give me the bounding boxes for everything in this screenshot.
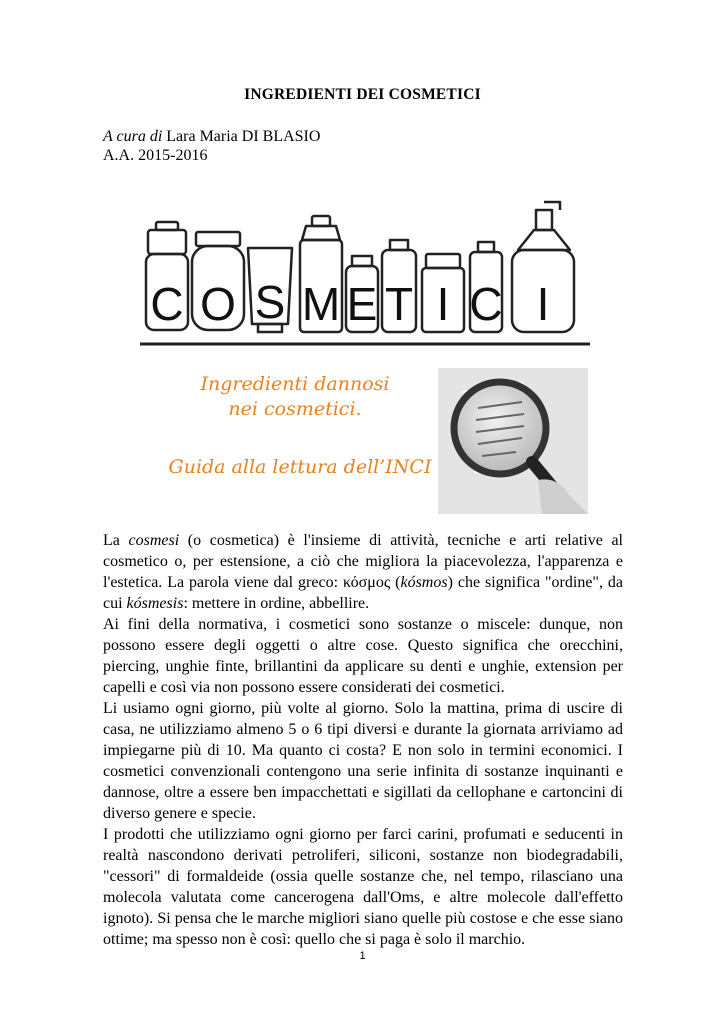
banner-letter: C: [469, 278, 503, 330]
text-run: ) che significa "ordine", da cui: [103, 574, 623, 612]
page-number: 1: [359, 950, 366, 962]
paragraph: Li usiamo ogni giorno, più volte al giorno. Solo la mattina, prima di uscire di casa, ne utilizziamo almeno 5 o 6 tipi diversi e durante la giornata arriviamo ad impiegarne più di 10. Ma quanto ci costa? E non solo in termini economici. I cosmetici convenzionali contengono una serie infinita di sostanze inquinanti e dannose, oltre a essere ben impacchettati e sigillati da cellophane e cartoncini di diverso genere e specie.: [103, 700, 623, 822]
body-text: [103, 530, 623, 950]
banner-letter: I: [536, 278, 550, 330]
banner-letter: T: [384, 278, 414, 330]
headline-subtitle: Guida alla lettura dell’INCI: [168, 456, 432, 478]
academic-year: A.A. 2015-2016: [103, 147, 208, 164]
italic-term: kósmos: [400, 574, 448, 591]
banner-letter: O: [200, 278, 236, 330]
author-line: [103, 126, 320, 147]
italic-term: kósmesis: [126, 595, 184, 612]
banner-letter: I: [436, 278, 450, 330]
paragraph: [103, 530, 623, 614]
banner-letter: C: [150, 278, 184, 330]
italic-term: cosmesi: [128, 532, 180, 549]
text-run: (o cosmetica) è l'insieme di attività, tecniche e arti relative al cosmetico o, per estensione, a ciò che migliora la piacevolezza, l'apparenza e l'estetica. La parola viene dal greco: κόσμος (: [103, 532, 624, 591]
document-title: INGREDIENTI DEI COSMETICI: [244, 86, 481, 103]
text-run: : mettere in ordine, abbellire.: [183, 595, 370, 612]
headline-line: nei cosmetici.: [228, 398, 362, 420]
author-prefix: A cura di: [103, 128, 163, 145]
paragraph: I prodotti che utilizziamo ogni giorno per farci carini, profumati e seducenti in realtà nascondono derivati petroliferi, siliconi, sostanze non biodegradabili, "cessori" di formaldeide (ossia quelle sostanze che, nel tempo, rilasciano una molecola valutata come cancerogena dall'Oms, e altre molecole dall'effetto ignoto). Si pensa che le marche migliori siano quelle più costose e che esse siano ottime; ma spesso non è così: quello che si paga è solo il marchio.: [103, 826, 623, 948]
headline: [160, 372, 430, 422]
paragraph: Ai fini della normativa, i cosmetici sono sostanze o miscele: dunque, non possono essere degli oggetti o altre cose. Questo significa che orecchini, piercing, unghie finte, brillantini da applicare su denti e unghie, extension per capelli e così via non possono essere considerati dei cosmetici.: [103, 616, 623, 696]
author-name: Lara Maria DI BLASIO: [166, 128, 321, 145]
headline-line: Ingredienti dannosi: [200, 373, 390, 395]
text-run: La: [103, 532, 129, 549]
banner-letter: M: [301, 278, 341, 330]
magnifying-glass-photo: [438, 368, 588, 514]
cosmetici-banner: [140, 196, 590, 356]
banner-letter: S: [254, 276, 286, 328]
banner-letter: E: [346, 278, 378, 330]
